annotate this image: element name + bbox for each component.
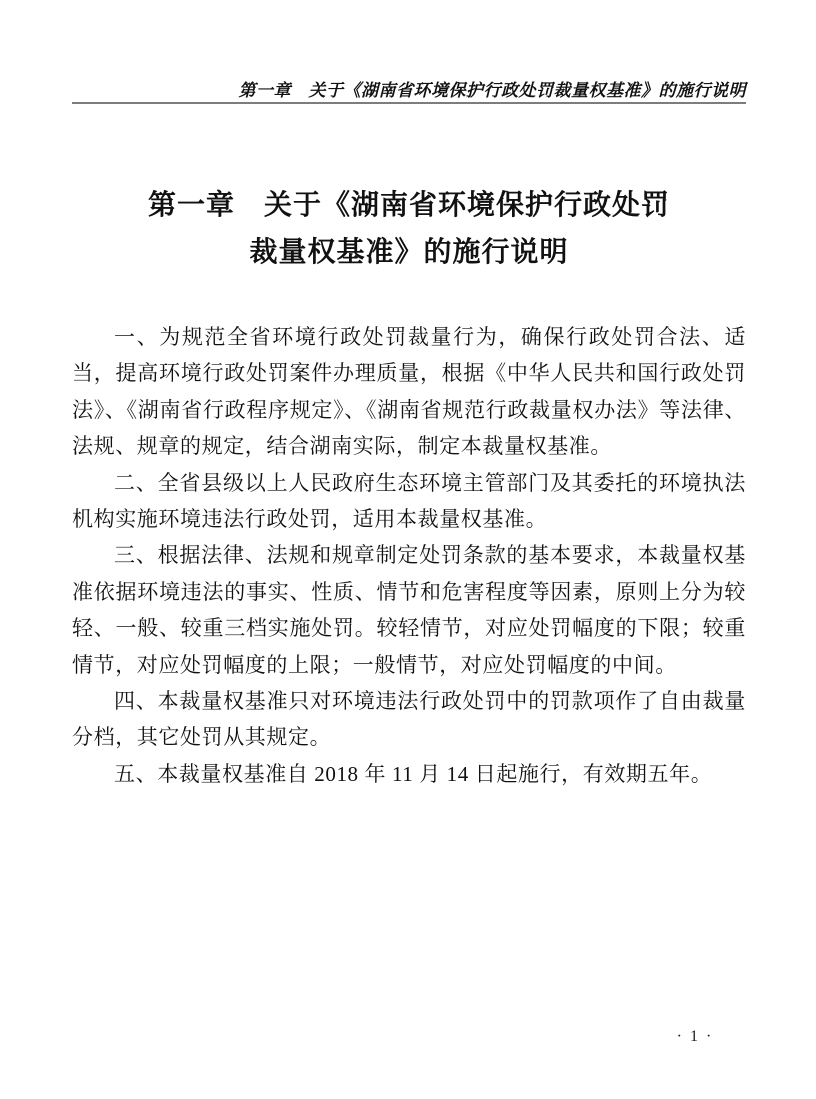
- chapter-title-line2: 裁量权基准》的施行说明: [249, 237, 569, 268]
- header-rule: [72, 102, 746, 104]
- paragraph-3: 三、根据法律、法规和规章制定处罚条款的基本要求，本裁量权基准依据环境违法的事实、性质、情节和危害程度等因素，原则上分为较轻、一般、较重三档实施处罚。较轻情节，对应处罚幅度的下限；较重情节，对应处罚幅度的上限；一般情节，对应处罚幅度的中间。: [72, 543, 746, 677]
- paragraph-2: 二、全省县级以上人民政府生态环境主管部门及其委托的环境执法机构实施环境违法行政处罚，适用本裁量权基准。: [72, 470, 746, 532]
- chapter-title: [72, 182, 746, 276]
- paragraph-1: 一、为规范全省环境行政处罚裁量行为，确保行政处罚合法、适当，提高环境行政处罚案件办理质量，根据《中华人民共和国行政处罚法》、《湖南省行政程序规定》、《湖南省规范行政裁量权办法》等法律、法规、规章的规定，结合湖南实际，制定本裁量权基准。: [72, 325, 746, 459]
- document-body: [72, 319, 746, 792]
- page-number: · 1 ·: [676, 1028, 714, 1045]
- chapter-title-line1: 第一章 关于《湖南省环境保护行政处罚: [147, 190, 670, 221]
- running-header-text: 第一章 关于《湖南省环境保护行政处罚裁量权基准》的施行说明: [238, 81, 746, 100]
- paragraph-4: 四、本裁量权基准只对环境违法行政处罚中的罚款项作了自由裁量分档，其它处罚从其规定。: [72, 689, 746, 750]
- running-header: [72, 76, 746, 101]
- paragraph-5: 五、本裁量权基准自 2018 年 11 月 14 日起施行，有效期五年。: [114, 761, 713, 786]
